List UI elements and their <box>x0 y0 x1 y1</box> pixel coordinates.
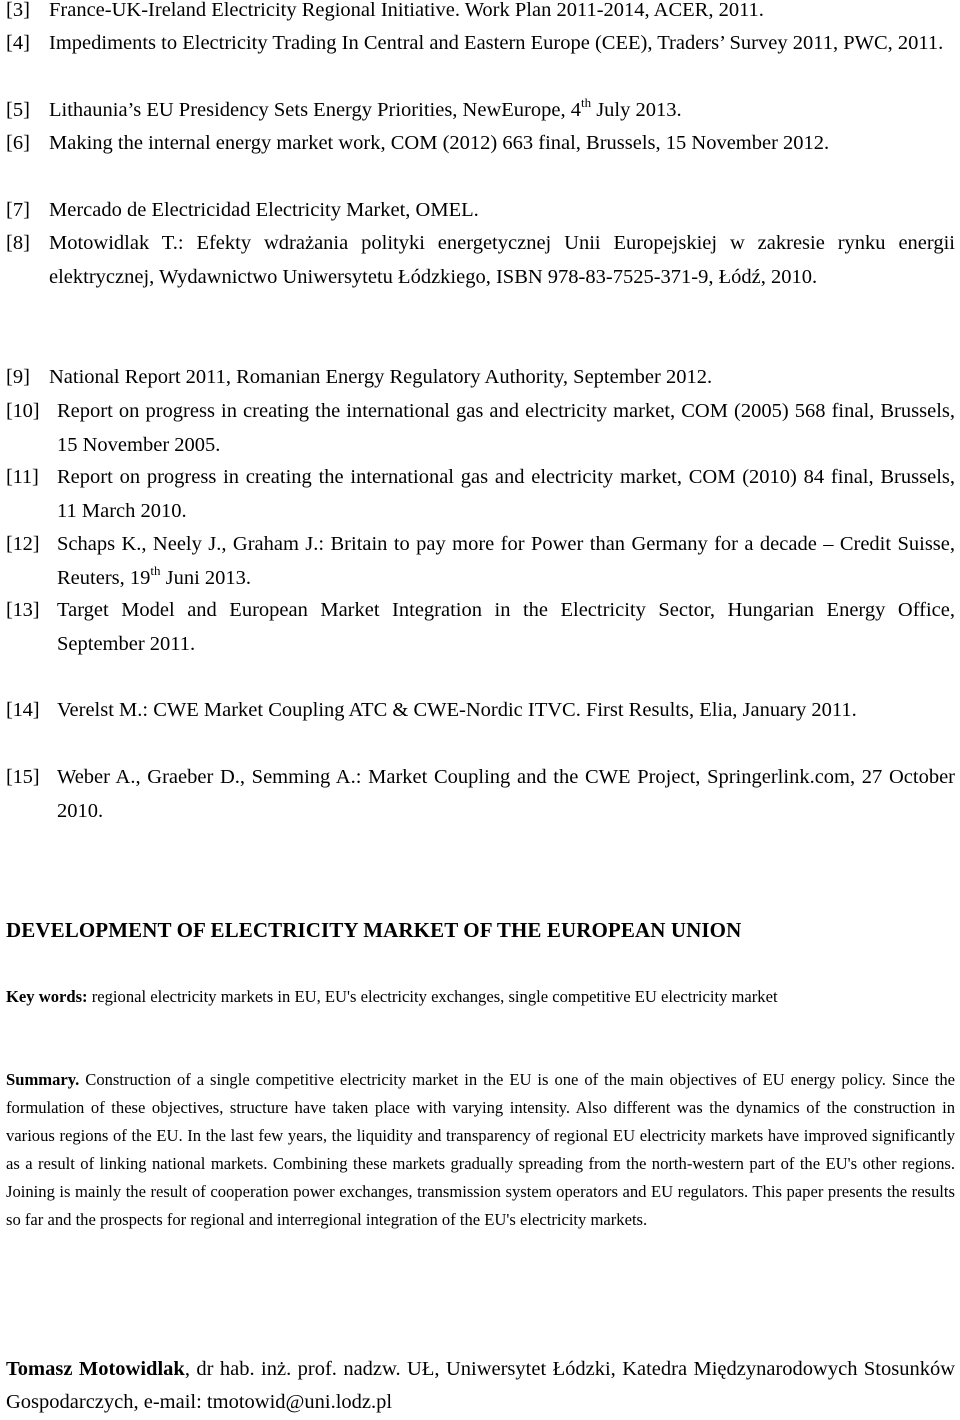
reference-number: [9] <box>6 366 30 388</box>
reference-number: [3] <box>6 0 30 21</box>
reference-item <box>6 461 955 528</box>
reference-text: Lithaunia’s EU Presidency Sets Energy Priorities, NewEurope, 4th July 2013. <box>49 95 682 121</box>
summary-text: Construction of a single competitive electricity market in the EU is one of the main objectives of EU energy policy. Since the formulation of these objectives, structure have taken place with varying intensity. Also different was the dynamics of the construction in various regions of the EU. In the last few years, the liquidity and transparency of regional EU electricity markets have improved significantly as a result of linking national markets. Combining these markets gradually spreading from the north-western part of the EU's other regions. Joining is mainly the result of cooperation power exchanges, transmission system operators and EU regulators. This paper presents the results so far and the prospects for regional and interregional integration of the EU's electricity markets. <box>6 1070 955 1229</box>
reference-text: Report on progress in creating the international gas and electricity market, COM (2005) 568 final, Brussels, 15 November 2005. <box>57 400 955 456</box>
reference-item <box>6 194 955 228</box>
reference-number: [15] <box>6 766 40 788</box>
reference-number: [10] <box>6 400 40 422</box>
reference-text: Motowidlak T.: Efekty wdrażania polityki energetycznej Unii Europejskiej w zakresie rynku energii elektrycznej, Wydawnictwo Uniwersytetu Łódzkiego, ISBN 978-83-7525-371-9, Łódź, 2010. <box>49 232 955 288</box>
reference-item <box>6 361 955 395</box>
reference-item <box>6 227 955 294</box>
reference-text: Report on progress in creating the international gas and electricity market, COM (2010) 84 final, Brussels, 11 March 2010. <box>57 466 955 522</box>
reference-number: [13] <box>6 599 40 621</box>
reference-item <box>6 528 955 595</box>
reference-item <box>6 594 955 661</box>
reference-text: National Report 2011, Romanian Energy Regulatory Authority, September 2012. <box>49 366 713 388</box>
reference-number: [7] <box>6 199 30 221</box>
paper-title: DEVELOPMENT OF ELECTRICITY MARKET OF THE EUROPEAN UNION <box>6 918 742 942</box>
reference-item <box>6 761 955 828</box>
reference-number: [8] <box>6 232 30 254</box>
reference-item <box>6 0 955 28</box>
reference-item <box>6 127 955 161</box>
reference-number: [5] <box>6 99 30 121</box>
reference-number: [6] <box>6 132 30 154</box>
author-info <box>6 1353 955 1419</box>
keywords-paragraph <box>6 983 955 1011</box>
author-details: , dr hab. inż. prof. nadzw. UŁ, Uniwersytet Łódzki, Katedra Międzynarodowych Stosunków Gospodarczych, e-mail: tmotowid@uni.lodz.pl <box>6 1358 956 1413</box>
reference-text: Target Model and European Market Integration in the Electricity Sector, Hungarian Energy Office, September 2011. <box>57 599 955 655</box>
reference-number: [4] <box>6 32 30 54</box>
reference-text: Schaps K., Neely J., Graham J.: Britain to pay more for Power than Germany for a decade – Credit Suisse, Reuters, 19th Juni 2013. <box>57 533 955 589</box>
reference-number: [11] <box>6 466 39 488</box>
reference-text: Impediments to Electricity Trading In Central and Eastern Europe (CEE), Traders’ Survey 2011, PWC, 2011. <box>49 32 944 54</box>
reference-text: Making the internal energy market work, COM (2012) 663 final, Brussels, 15 November 2012. <box>49 132 830 154</box>
keywords-label: Key words: <box>6 987 88 1006</box>
reference-number: [12] <box>6 533 40 555</box>
reference-item <box>6 395 955 462</box>
reference-item <box>6 94 955 128</box>
summary-paragraph <box>6 1066 955 1234</box>
reference-number: [14] <box>6 699 40 721</box>
keywords-text: regional electricity markets in EU, EU's electricity exchanges, single competitive EU electricity market <box>87 987 778 1006</box>
reference-item <box>6 694 955 728</box>
reference-text: Mercado de Electricidad Electricity Market, OMEL. <box>49 199 479 221</box>
reference-item <box>6 27 955 61</box>
reference-text: Weber A., Graeber D., Semming A.: Market Coupling and the CWE Project, Springerlink.com, 27 October 2010. <box>57 766 955 822</box>
reference-text: Verelst M.: CWE Market Coupling ATC & CWE-Nordic ITVC. First Results, Elia, January 2011. <box>57 699 857 721</box>
author-name: Tomasz Motowidlak <box>6 1358 185 1380</box>
reference-text: France-UK-Ireland Electricity Regional Initiative. Work Plan 2011-2014, ACER, 2011. <box>49 0 764 21</box>
summary-label: Summary. <box>6 1070 80 1089</box>
